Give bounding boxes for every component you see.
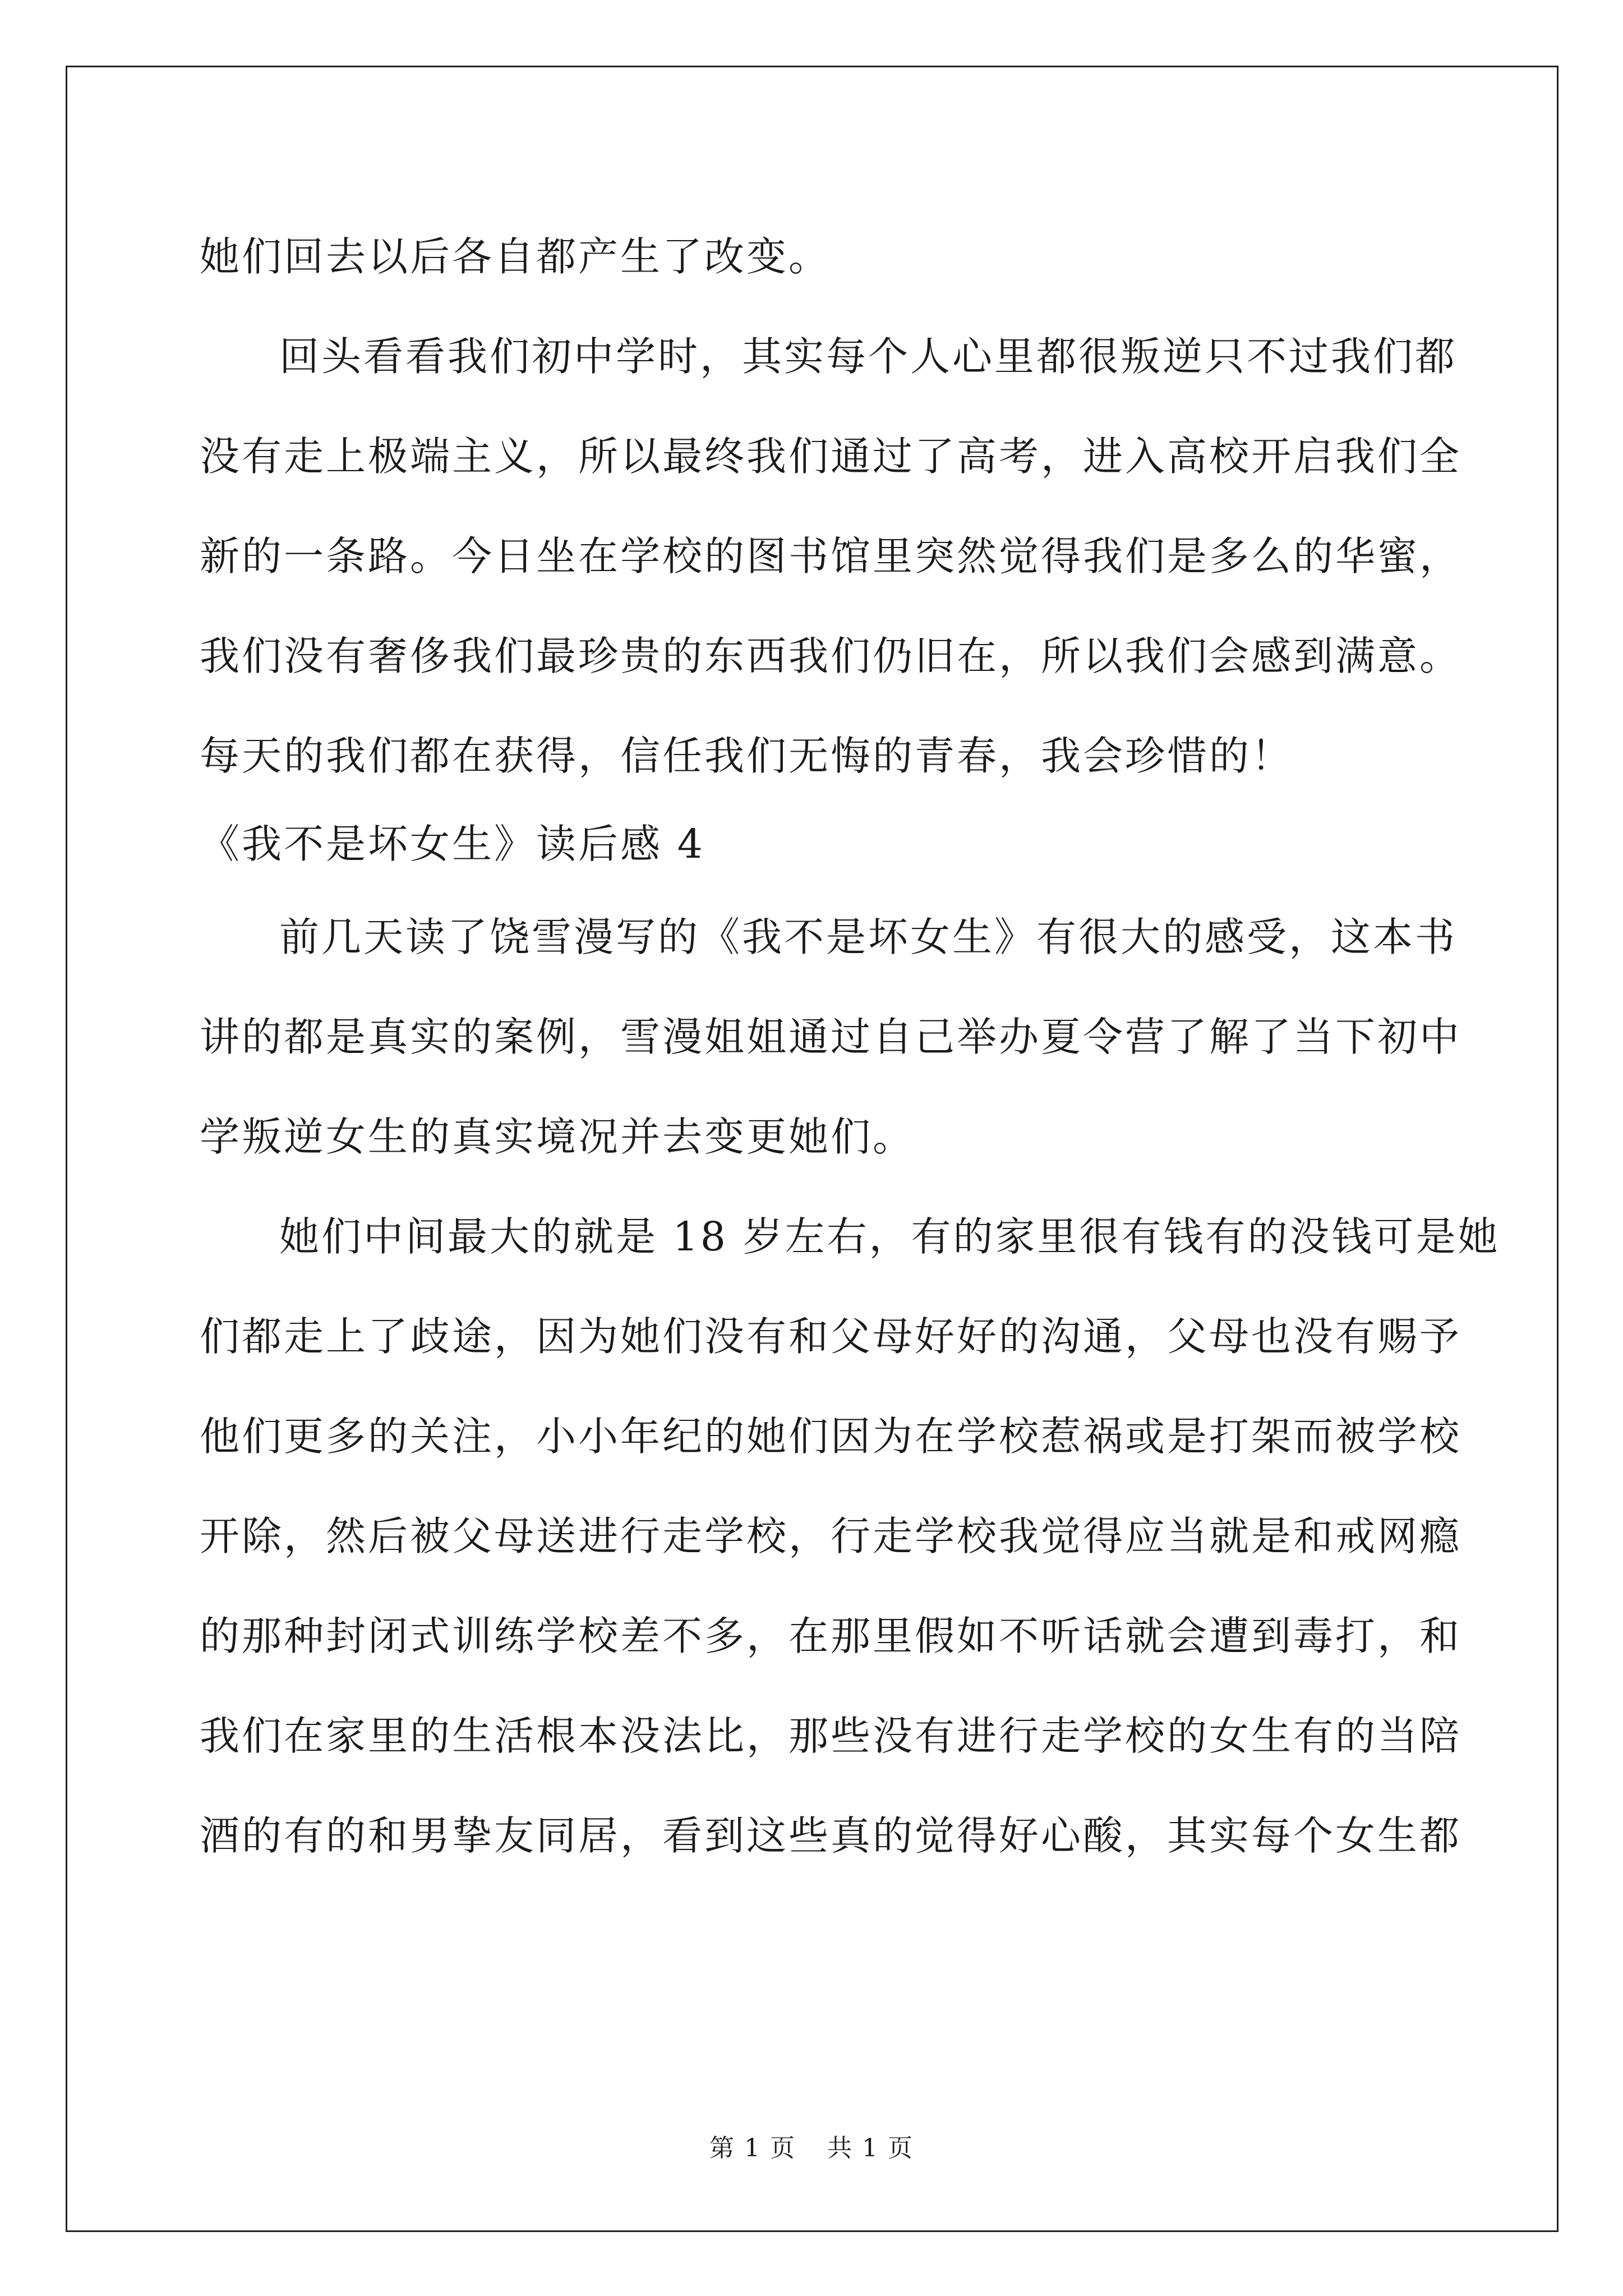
text-line: 每天的我们都在获得，信任我们无悔的青春，我会珍惜的！ [200,733,1294,779]
text-line: 我们没有奢侈我们最珍贵的东西我们仍旧在，所以我们会感到满意。 [200,633,1462,679]
text-line: 新的一条路。今日坐在学校的图书馆里突然觉得我们是多么的华蜜， [200,533,1462,579]
text-line: 讲的都是真实的案例，雪漫姐姐通过自己举办夏令营了解了当下初中 [200,1014,1462,1060]
text-line: 们都走上了歧途，因为她们没有和父母好好的沟通，父母也没有赐予 [200,1313,1462,1360]
text-line: 前几天读了饶雪漫写的《我不是坏女生》有很大的感受，这本书 [279,914,1458,960]
text-line: 学叛逆女生的真实境况并去变更她们。 [200,1114,915,1160]
text-line: 开除，然后被父母送进行走学校，行走学校我觉得应当就是和戒网瘾 [200,1513,1462,1559]
text-line: 她们中间最大的就是 18 岁左右，有的家里很有钱有的没钱可是她 [279,1213,1500,1260]
text-line: 我们在家里的生活根本没法比，那些没有进行走学校的女生有的当陪 [200,1713,1462,1759]
document-body [200,207,1500,1886]
text-line: 回头看看我们初中学时，其实每个人心里都很叛逆只不过我们都 [279,333,1458,380]
section-heading: 《我不是坏女生》读后感 4 [200,821,705,867]
page-total: 共 1 页 [827,2134,914,2162]
text-line: 酒的有的和男挚友同居，看到这些真的觉得好心酸，其实每个女生都 [200,1812,1462,1859]
text-line: 他们更多的关注，小小年纪的她们因为在学校惹祸或是打架而被学校 [200,1413,1462,1460]
text-line: 她们回去以后各自都产生了改变。 [200,233,831,280]
page-number: 第 1 页 [709,2134,796,2162]
text-line: 没有走上极端主义，所以最终我们通过了高考，进入高校开启我们全 [200,433,1462,480]
page-footer [0,2132,1623,2165]
text-line: 的那种封闭式训练学校差不多，在那里假如不听话就会遭到毒打，和 [200,1613,1462,1659]
